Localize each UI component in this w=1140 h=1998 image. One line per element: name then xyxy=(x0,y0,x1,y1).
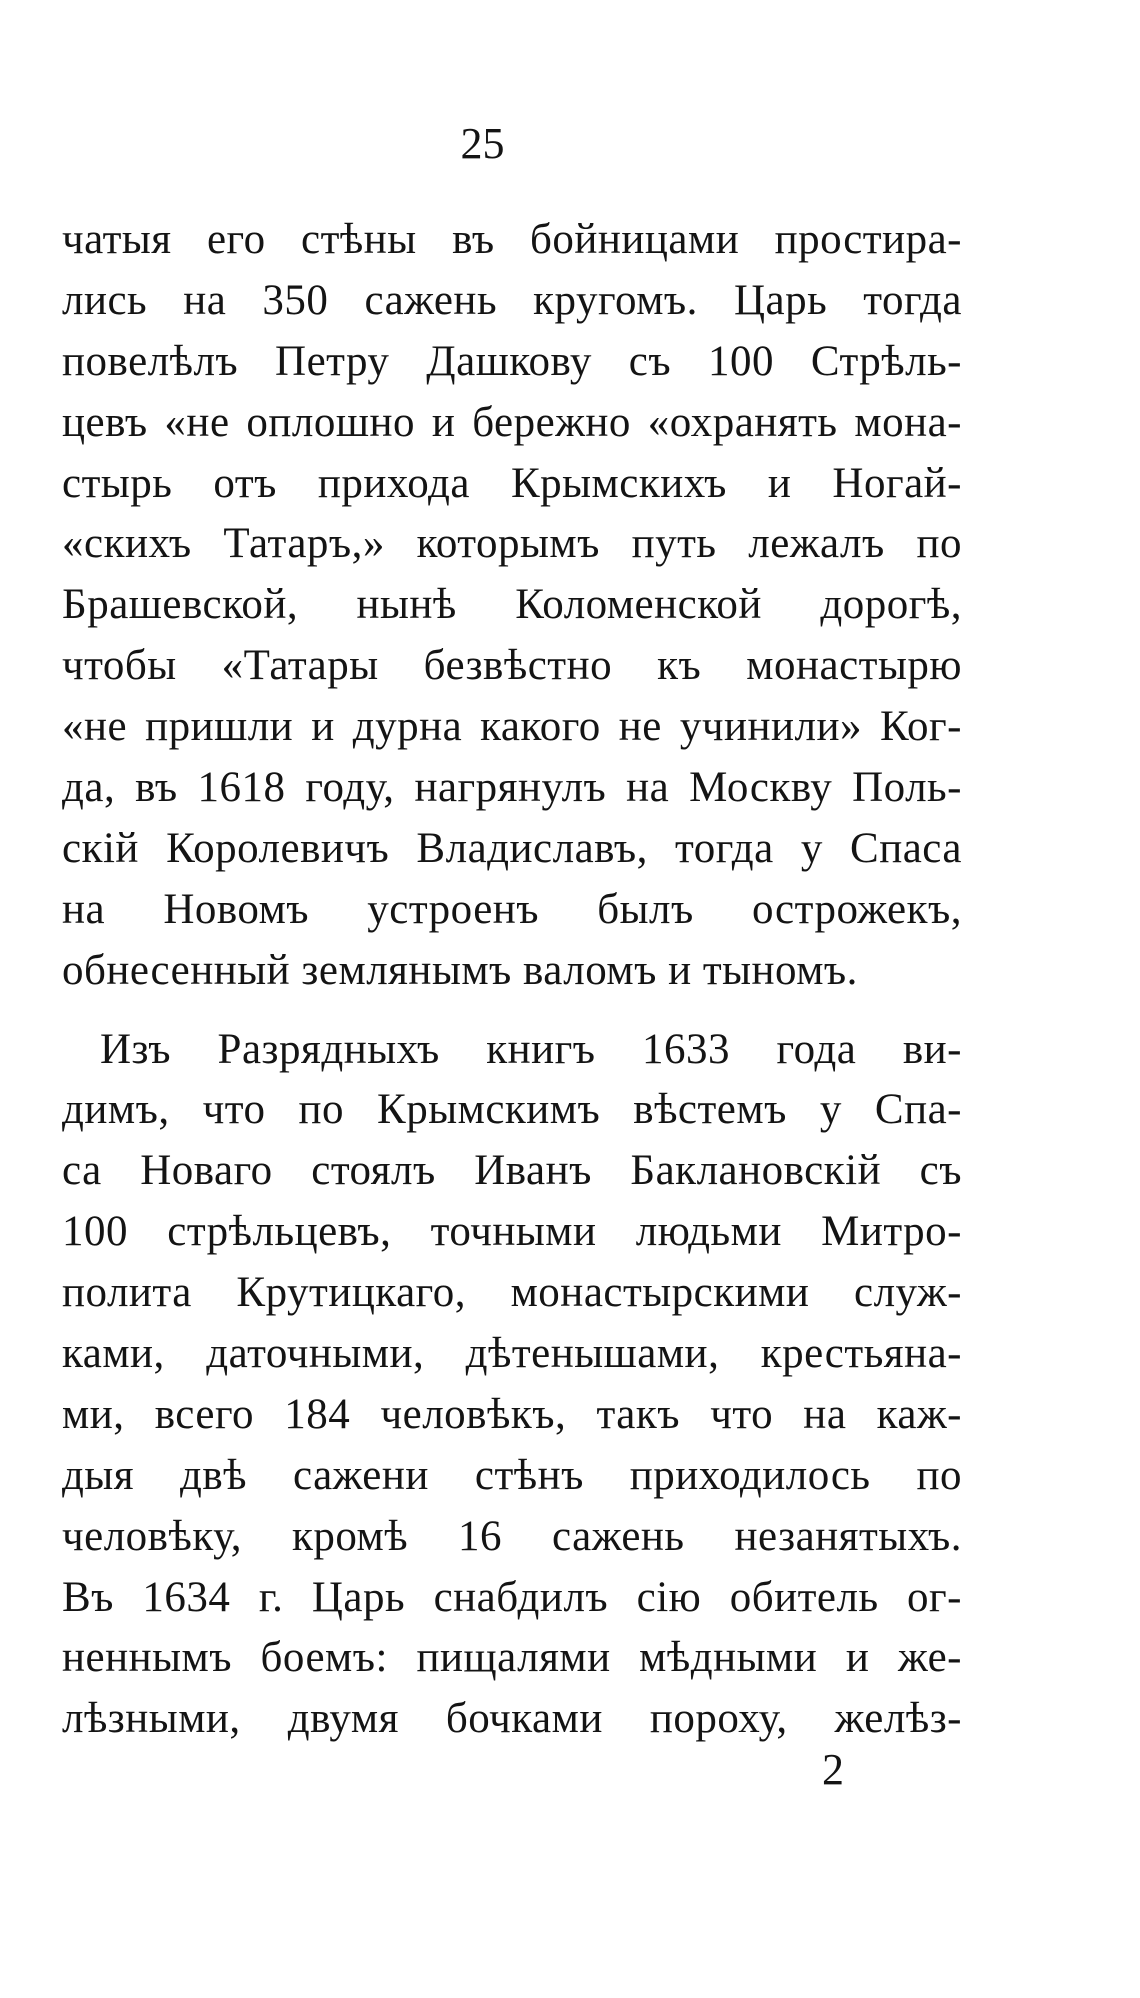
text-line: «не пришли и дурна какого не учинили» Ког- xyxy=(62,703,962,751)
text-line: Изъ Разрядныхъ книгъ 1633 года ви- xyxy=(100,1025,962,1073)
text-line: са Новаго стоялъ Иванъ Баклановскій съ xyxy=(62,1147,962,1195)
text-line: на Новомъ устроенъ былъ острожекъ, xyxy=(62,885,962,933)
paragraph-1 xyxy=(62,210,962,1002)
text-line: человѣку, кромѣ 16 сажень незанятыхъ. xyxy=(62,1512,962,1560)
text-line: лѣзными, двумя бочками пороху, желѣз- xyxy=(62,1695,962,1743)
text-line: неннымъ боемъ: пищалями мѣдными и же- xyxy=(62,1634,962,1682)
text-line: да, въ 1618 году, нагрянулъ на Москву Поль- xyxy=(62,764,962,812)
text-line: ками, даточными, дѣтенышами, крестьяна- xyxy=(62,1330,962,1378)
text-line: обнесенный землянымъ валомъ и тыномъ. xyxy=(62,946,858,994)
text-line: лись на 350 сажень кругомъ. Царь тогда xyxy=(62,276,962,324)
text-line: скій Королевичъ Владиславъ, тогда у Спаса xyxy=(62,824,962,872)
text-line: ми, всего 184 человѣкъ, такъ что на каж- xyxy=(62,1390,962,1438)
body-text xyxy=(62,210,962,1750)
text-line: Въ 1634 г. Царь снабдилъ сію обитель ог- xyxy=(62,1573,962,1621)
text-line: чатыя его стѣны въ бойницами простира- xyxy=(62,216,962,263)
text-line: 100 стрѣльцевъ, точными людьми Митро- xyxy=(62,1208,962,1256)
text-line: полита Крутицкаго, монастырскими служ- xyxy=(62,1269,962,1317)
page-number: 25 xyxy=(460,119,505,168)
text-line: повелѣлъ Петру Дашкову съ 100 Стрѣль- xyxy=(62,337,962,385)
text-line: Брашевской, нынѣ Коломенской дорогѣ, xyxy=(62,581,962,629)
text-line: «скихъ Татаръ,» которымъ путь лежалъ по xyxy=(62,520,962,568)
text-line: дыя двѣ сажени стѣнъ приходилось по xyxy=(62,1451,962,1499)
text-line: стырь отъ прихода Крымскихъ и Ногай- xyxy=(62,459,962,507)
signature-mark: 2 xyxy=(822,1745,844,1794)
paragraph-2 xyxy=(62,1020,962,1751)
text-line: чтобы «Татары безвѣстно къ монастырю xyxy=(62,642,962,690)
text-line: димъ, что по Крымскимъ вѣстемъ у Спа- xyxy=(62,1086,962,1134)
text-line: цевъ «не оплошно и бережно «охранять мона- xyxy=(62,398,962,446)
